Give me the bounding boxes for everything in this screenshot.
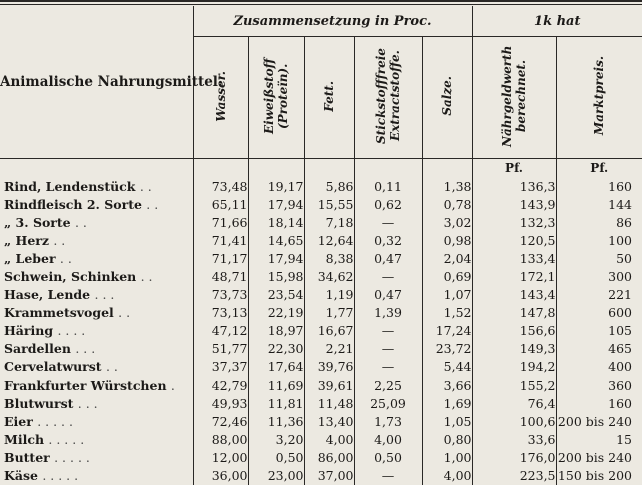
cell-naehrgeldwerth: 100,6 <box>472 412 556 430</box>
row-name: Schwein, Schinken <box>4 269 137 285</box>
cell-fett: 34,62 <box>304 267 354 285</box>
cell-extractstoffe: 0,47 <box>354 286 422 304</box>
table-row <box>0 340 642 358</box>
cell-eiweiss: 17,94 <box>248 249 304 267</box>
cell-extractstoffe: — <box>354 340 422 358</box>
cell-fett: 86,00 <box>304 448 354 466</box>
cell-wasser: 48,71 <box>193 267 248 285</box>
cell-wasser: 47,12 <box>193 322 248 340</box>
cell-marktpreis: 150 bis 200 <box>556 467 642 485</box>
unit-marktpreis: Pf. <box>556 159 642 178</box>
row-name: Häring <box>4 323 54 339</box>
row-name: Milch <box>4 431 45 447</box>
leader-dots: . . . <box>75 341 96 357</box>
cell-eiweiss: 11,69 <box>248 376 304 394</box>
cell-marktpreis: 465 <box>556 340 642 358</box>
leader-dots: . <box>170 377 175 393</box>
unit-naehrgeldwerth: Pf. <box>472 159 556 178</box>
cell-extractstoffe: 0,47 <box>354 249 422 267</box>
cell-wasser: 42,79 <box>193 376 248 394</box>
cell-marktpreis: 160 <box>556 394 642 412</box>
cell-extractstoffe: 0,50 <box>354 448 422 466</box>
cell-marktpreis: 144 <box>556 195 642 213</box>
col-header-naehrgeldwerth <box>472 37 556 159</box>
table-row <box>0 267 642 285</box>
cell-eiweiss: 19,17 <box>248 177 304 195</box>
cell-wasser: 37,37 <box>193 358 248 376</box>
row-name-cell <box>0 177 193 195</box>
leader-dots: . . . . . <box>54 449 90 465</box>
cell-salze: 1,05 <box>422 412 472 430</box>
cell-salze: 1,07 <box>422 286 472 304</box>
row-name-cell <box>0 213 193 231</box>
leader-dots: . . <box>140 269 153 285</box>
cell-extractstoffe: — <box>354 322 422 340</box>
cell-eiweiss: 0,50 <box>248 448 304 466</box>
col-header-text: Salze. <box>440 76 454 116</box>
row-name-cell <box>0 394 193 412</box>
units-blank <box>422 159 472 178</box>
table-row <box>0 412 642 430</box>
cell-fett: 1,77 <box>304 304 354 322</box>
row-label-text: Animalische Nahrungsmittel. <box>0 73 223 90</box>
cell-naehrgeldwerth: 136,3 <box>472 177 556 195</box>
cell-naehrgeldwerth: 172,1 <box>472 267 556 285</box>
cell-wasser: 72,46 <box>193 412 248 430</box>
table-row <box>0 322 642 340</box>
cell-eiweiss: 22,19 <box>248 304 304 322</box>
cell-wasser: 49,93 <box>193 394 248 412</box>
units-row <box>0 159 642 178</box>
cell-wasser: 36,00 <box>193 467 248 485</box>
cell-eiweiss: 14,65 <box>248 231 304 249</box>
cell-fett: 12,64 <box>304 231 354 249</box>
cell-wasser: 71,41 <box>193 231 248 249</box>
cell-marktpreis: 360 <box>556 376 642 394</box>
cell-marktpreis: 86 <box>556 213 642 231</box>
cell-extractstoffe: 1,39 <box>354 304 422 322</box>
row-name: „ Herz <box>4 232 49 248</box>
cell-marktpreis: 160 <box>556 177 642 195</box>
group-composition-header: Zusammensetzung in Proc. <box>193 6 472 37</box>
cell-wasser: 71,66 <box>193 213 248 231</box>
table-row <box>0 177 642 195</box>
leader-dots: . . <box>59 250 72 266</box>
cell-naehrgeldwerth: 176,0 <box>472 448 556 466</box>
cell-extractstoffe: 0,11 <box>354 177 422 195</box>
row-name-cell <box>0 430 193 448</box>
col-header-text: Stickstofffreie Extractstoffe. <box>374 48 402 144</box>
cell-naehrgeldwerth: 156,6 <box>472 322 556 340</box>
row-name-cell <box>0 467 193 485</box>
cell-extractstoffe: 25,09 <box>354 394 422 412</box>
col-header-wasser <box>193 37 248 159</box>
col-header-extractstoffe <box>354 37 422 159</box>
table-row <box>0 376 642 394</box>
group-per-kilo-header: 1k hat <box>472 6 642 37</box>
cell-marktpreis: 50 <box>556 249 642 267</box>
cell-marktpreis: 200 bis 240 <box>556 448 642 466</box>
cell-wasser: 71,17 <box>193 249 248 267</box>
cell-extractstoffe: — <box>354 467 422 485</box>
cell-eiweiss: 23,54 <box>248 286 304 304</box>
leader-dots: . . <box>139 178 152 194</box>
row-name: „ 3. Sorte <box>4 214 71 230</box>
row-name-cell <box>0 322 193 340</box>
cell-marktpreis: 221 <box>556 286 642 304</box>
leader-dots: . . . <box>77 395 98 411</box>
table-row <box>0 231 642 249</box>
cell-naehrgeldwerth: 133,4 <box>472 249 556 267</box>
cell-salze: 1,00 <box>422 448 472 466</box>
cell-salze: 17,24 <box>422 322 472 340</box>
cell-naehrgeldwerth: 147,8 <box>472 304 556 322</box>
cell-salze: 4,00 <box>422 467 472 485</box>
table-row <box>0 195 642 213</box>
cell-marktpreis: 15 <box>556 430 642 448</box>
col-header-text: Fett. <box>322 80 336 112</box>
cell-naehrgeldwerth: 120,5 <box>472 231 556 249</box>
table-row <box>0 286 642 304</box>
leader-dots: . . <box>53 232 66 248</box>
cell-extractstoffe: — <box>354 267 422 285</box>
units-blank <box>304 159 354 178</box>
cell-fett: 16,67 <box>304 322 354 340</box>
row-name-cell <box>0 448 193 466</box>
cell-salze: 3,66 <box>422 376 472 394</box>
table-row <box>0 448 642 466</box>
table-row <box>0 358 642 376</box>
leader-dots: . . . . . <box>42 468 79 484</box>
col-header-text: Marktpreis. <box>592 56 607 136</box>
cell-fett: 7,18 <box>304 213 354 231</box>
cell-naehrgeldwerth: 132,3 <box>472 213 556 231</box>
table-row <box>0 430 642 448</box>
cell-marktpreis: 100 <box>556 231 642 249</box>
leader-dots: . . . . . <box>48 431 85 447</box>
cell-extractstoffe: — <box>354 358 422 376</box>
cell-naehrgeldwerth: 194,2 <box>472 358 556 376</box>
cell-naehrgeldwerth: 149,3 <box>472 340 556 358</box>
cell-marktpreis: 600 <box>556 304 642 322</box>
row-name: Käse <box>4 468 38 484</box>
cell-wasser: 73,13 <box>193 304 248 322</box>
cell-eiweiss: 3,20 <box>248 430 304 448</box>
cell-wasser: 65,11 <box>193 195 248 213</box>
cell-extractstoffe: — <box>354 213 422 231</box>
units-blank <box>354 159 422 178</box>
table-row <box>0 467 642 485</box>
cell-extractstoffe: 0,62 <box>354 195 422 213</box>
row-name: Krammetsvogel <box>4 305 114 321</box>
cell-marktpreis: 105 <box>556 322 642 340</box>
cell-salze: 0,69 <box>422 267 472 285</box>
row-name: Eier <box>4 413 33 429</box>
col-header-fett <box>304 37 354 159</box>
row-name-cell <box>0 195 193 213</box>
cell-extractstoffe: 4,00 <box>354 430 422 448</box>
cell-fett: 11,48 <box>304 394 354 412</box>
cell-wasser: 73,48 <box>193 177 248 195</box>
cell-eiweiss: 11,36 <box>248 412 304 430</box>
units-blank <box>248 159 304 178</box>
col-header-text: Nährgeldwerth berechnet. <box>500 45 529 147</box>
cell-fett: 39,61 <box>304 376 354 394</box>
cell-naehrgeldwerth: 143,9 <box>472 195 556 213</box>
row-name: Hase, Lende <box>4 287 91 303</box>
cell-eiweiss: 18,14 <box>248 213 304 231</box>
cell-fett: 39,76 <box>304 358 354 376</box>
top-rule <box>0 0 642 2</box>
cell-eiweiss: 18,97 <box>248 322 304 340</box>
cell-salze: 1,38 <box>422 177 472 195</box>
row-name-cell <box>0 376 193 394</box>
row-name-cell <box>0 304 193 322</box>
row-name-cell <box>0 249 193 267</box>
table-header <box>0 6 642 159</box>
cell-salze: 0,78 <box>422 195 472 213</box>
cell-fett: 2,21 <box>304 340 354 358</box>
cell-salze: 0,98 <box>422 231 472 249</box>
cell-salze: 1,52 <box>422 304 472 322</box>
cell-marktpreis: 400 <box>556 358 642 376</box>
leader-dots: . . <box>105 359 118 375</box>
col-header-text: Wasser. <box>213 70 228 122</box>
row-name: Blutwurst <box>4 395 74 411</box>
cell-marktpreis: 300 <box>556 267 642 285</box>
cell-fett: 4,00 <box>304 430 354 448</box>
col-header-salze <box>422 37 472 159</box>
cell-marktpreis: 200 bis 240 <box>556 412 642 430</box>
row-name-cell <box>0 358 193 376</box>
cell-fett: 13,40 <box>304 412 354 430</box>
cell-wasser: 51,77 <box>193 340 248 358</box>
leader-dots: . . <box>74 214 87 230</box>
row-name: Rindfleisch 2. Sorte <box>4 196 142 212</box>
col-header-text: Eiweißstoff (Proteïn). <box>262 58 290 134</box>
row-name: Sardellen <box>4 341 71 357</box>
cell-eiweiss: 15,98 <box>248 267 304 285</box>
cell-salze: 23,72 <box>422 340 472 358</box>
cell-extractstoffe: 0,32 <box>354 231 422 249</box>
cell-eiweiss: 22,30 <box>248 340 304 358</box>
row-name: Butter <box>4 449 50 465</box>
leader-dots: . . . . <box>57 323 86 339</box>
cell-salze: 3,02 <box>422 213 472 231</box>
cell-salze: 0,80 <box>422 430 472 448</box>
row-name: Frankfurter Würstchen <box>4 377 167 393</box>
row-name: Rind, Lendenstück <box>4 178 136 194</box>
cell-fett: 1,19 <box>304 286 354 304</box>
cell-wasser: 73,73 <box>193 286 248 304</box>
cell-eiweiss: 23,00 <box>248 467 304 485</box>
leader-dots: . . <box>118 305 131 321</box>
row-name: „ Leber <box>4 250 56 266</box>
row-name-cell <box>0 340 193 358</box>
row-name-cell <box>0 267 193 285</box>
cell-fett: 37,00 <box>304 467 354 485</box>
leader-dots: . . <box>146 196 159 212</box>
cell-eiweiss: 17,94 <box>248 195 304 213</box>
table-row <box>0 394 642 412</box>
cell-wasser: 88,00 <box>193 430 248 448</box>
cell-fett: 5,86 <box>304 177 354 195</box>
row-name: Cervelatwurst <box>4 359 102 375</box>
cell-salze: 2,04 <box>422 249 472 267</box>
cell-naehrgeldwerth: 76,4 <box>472 394 556 412</box>
cell-extractstoffe: 2,25 <box>354 376 422 394</box>
cell-fett: 15,55 <box>304 195 354 213</box>
units-spacer <box>0 159 193 178</box>
top-rule-thin <box>0 4 642 5</box>
leader-dots: . . . <box>94 287 115 303</box>
units-blank <box>193 159 248 178</box>
cell-eiweiss: 17,64 <box>248 358 304 376</box>
cell-naehrgeldwerth: 155,2 <box>472 376 556 394</box>
table-body <box>0 159 642 485</box>
cell-fett: 8,38 <box>304 249 354 267</box>
row-name-cell <box>0 231 193 249</box>
table-row <box>0 304 642 322</box>
cell-naehrgeldwerth: 143,4 <box>472 286 556 304</box>
leader-dots: . . . . . <box>37 413 73 429</box>
cell-wasser: 12,00 <box>193 448 248 466</box>
cell-extractstoffe: 1,73 <box>354 412 422 430</box>
cell-salze: 5,44 <box>422 358 472 376</box>
cell-eiweiss: 11,81 <box>248 394 304 412</box>
cell-naehrgeldwerth: 33,6 <box>472 430 556 448</box>
cell-naehrgeldwerth: 223,5 <box>472 467 556 485</box>
col-header-eiweiss <box>248 37 304 159</box>
table-row <box>0 249 642 267</box>
cell-salze: 1,69 <box>422 394 472 412</box>
row-name-cell <box>0 412 193 430</box>
table-row <box>0 213 642 231</box>
nutrition-table <box>0 6 642 485</box>
row-name-cell <box>0 286 193 304</box>
col-header-marktpreis <box>556 37 642 159</box>
